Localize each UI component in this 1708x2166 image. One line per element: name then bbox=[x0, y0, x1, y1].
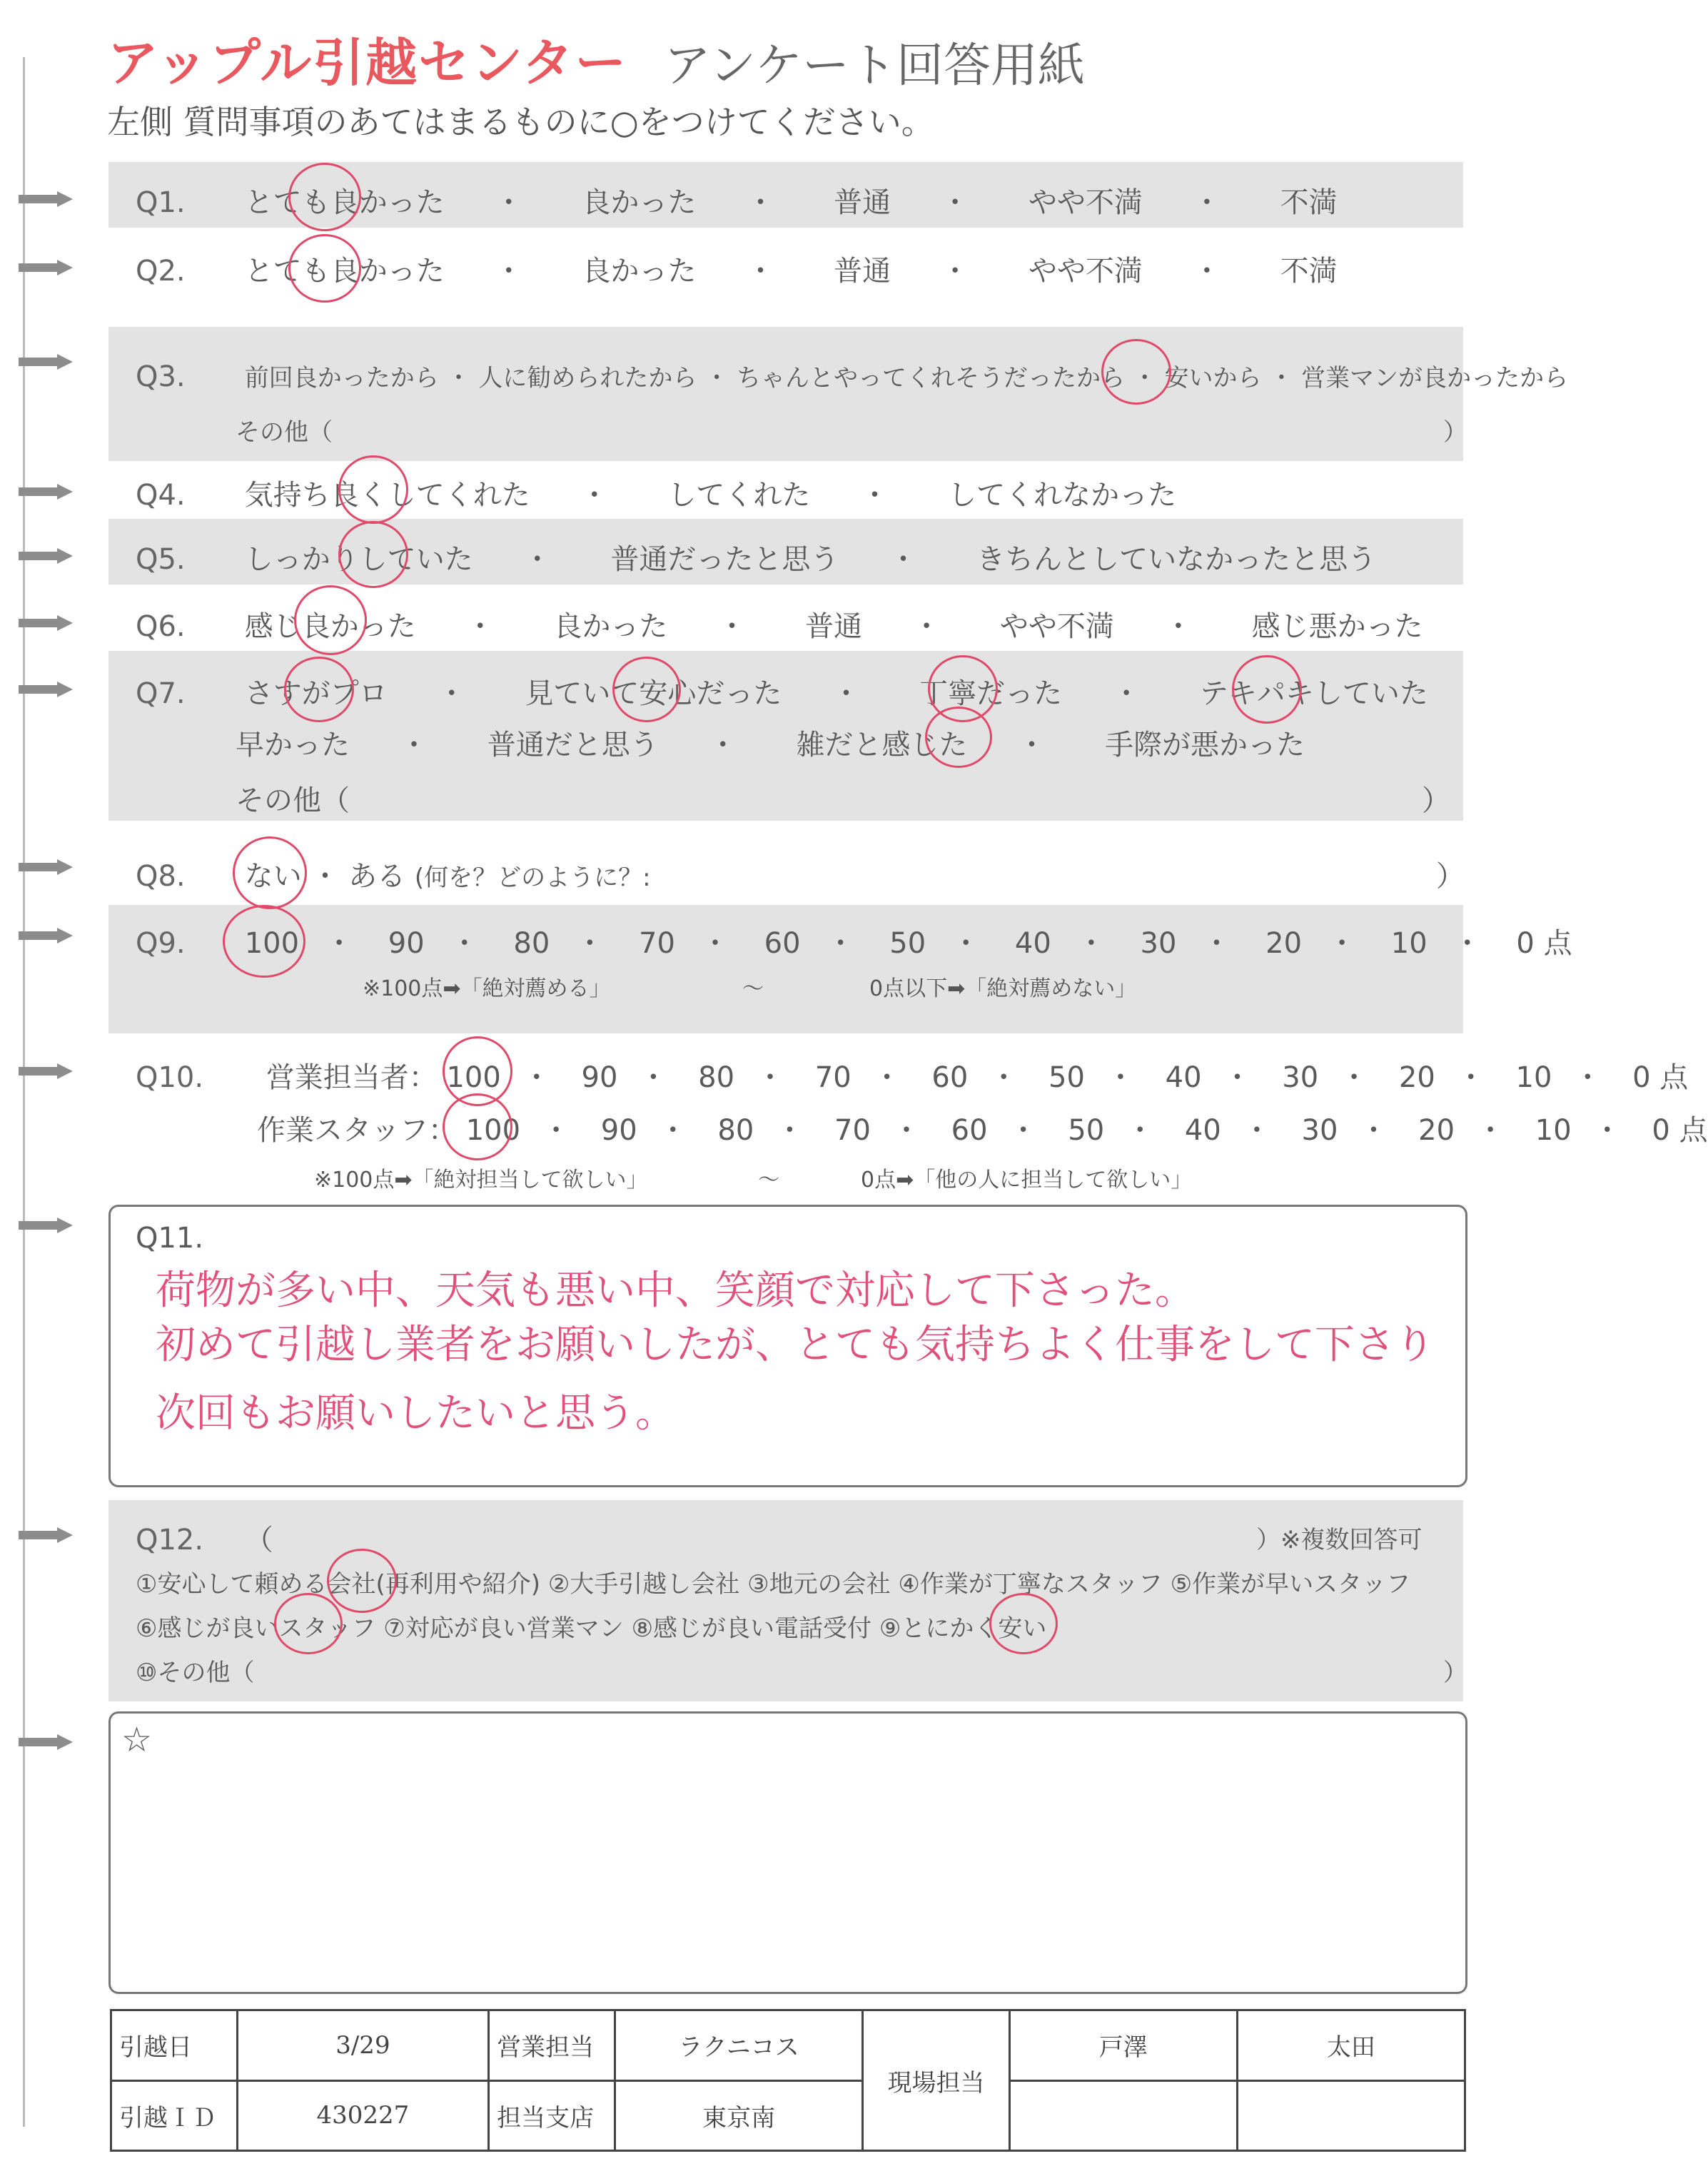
q10-score[interactable]: 90 bbox=[600, 1114, 637, 1147]
q9-score[interactable]: 70 bbox=[639, 927, 675, 960]
q5-option[interactable]: 普通だったと思う bbox=[610, 543, 839, 576]
q7-row: Q7. さすがプロ ・ 見ていて安心だった ・ 丁寧だった ・ テキパキしていた bbox=[136, 671, 1478, 712]
q7-option[interactable]: 手際が悪かった bbox=[1105, 729, 1305, 761]
page-subtitle: アンケート回答用紙 bbox=[664, 38, 1086, 93]
q1-option[interactable]: 普通 bbox=[834, 186, 891, 219]
q10-note-left: ※100点➡「絶対担当して欲しい」 bbox=[314, 1168, 648, 1193]
q12-multi-note: ）※複数回答可 bbox=[1256, 1526, 1423, 1554]
q1-option[interactable]: やや不満 bbox=[1028, 186, 1143, 219]
q6-option[interactable]: 感じ悪かった bbox=[1251, 610, 1423, 643]
site-staff-empty bbox=[1009, 2080, 1237, 2151]
q9-label: Q9. bbox=[136, 927, 186, 960]
q10-score[interactable]: 70 bbox=[834, 1114, 871, 1147]
q10-sales-label: 営業担当者： bbox=[266, 1061, 438, 1094]
q10-score[interactable]: 80 bbox=[698, 1061, 735, 1094]
q9-score[interactable]: 40 bbox=[1014, 927, 1051, 960]
answer-circle bbox=[274, 1593, 343, 1654]
site-label: 現場担当 bbox=[863, 2010, 1009, 2151]
q6-option[interactable]: 普通 bbox=[805, 610, 863, 643]
q1-row: Q1. とても良かった ・ 良かった ・ 普通 ・ やや不満 ・ 不満 bbox=[136, 180, 1388, 221]
arrow-q4-icon bbox=[19, 484, 74, 500]
q4-option[interactable]: してくれた bbox=[667, 479, 811, 512]
q6-option[interactable]: 感じ良かった bbox=[244, 610, 416, 643]
q2-option[interactable]: やや不満 bbox=[1028, 255, 1143, 288]
q3-row bbox=[136, 358, 1568, 393]
answer-circle bbox=[294, 585, 367, 655]
move-date-label: 引越日 bbox=[111, 2010, 238, 2081]
q4-label: Q4. bbox=[136, 479, 186, 512]
q10-label: Q10. bbox=[136, 1061, 204, 1094]
q7-option[interactable]: 早かった bbox=[236, 729, 350, 761]
move-date-value: 3/29 bbox=[237, 2010, 488, 2081]
q12-options-line2[interactable]: ⑥感じが良いスタッフ ⑦対応が良い営業マン ⑧感じが良い電話受付 ⑨とにかく安い bbox=[136, 1614, 1047, 1643]
answer-circle bbox=[1101, 339, 1171, 405]
q9-note-right: 0点以下➡「絶対薦めない」 bbox=[869, 976, 1137, 1001]
sales-label: 営業担当 bbox=[489, 2010, 615, 2081]
q8-row: Q8. ない ・ ある (何を？どのように？: bbox=[136, 860, 651, 893]
q10-score[interactable]: 40 bbox=[1184, 1114, 1221, 1147]
q10-score[interactable]: 30 bbox=[1282, 1061, 1319, 1094]
page-title: アップル引越センター bbox=[107, 33, 628, 93]
q12-other[interactable]: ⑩その他（ bbox=[136, 1659, 255, 1687]
q8-option-no[interactable]: ない bbox=[244, 860, 302, 893]
q12-options-line1[interactable]: ①安心して頼める会社(再利用や紹介) ②大手引越し会社 ③地元の会社 ④作業が丁寧なスタッフ ⑤作業が早いスタッフ bbox=[136, 1570, 1411, 1599]
q10-score[interactable]: 90 bbox=[581, 1061, 618, 1094]
q7-option[interactable]: 雑だと感じた bbox=[796, 729, 968, 761]
q9-score[interactable]: 60 bbox=[764, 927, 801, 960]
q10-score[interactable]: 70 bbox=[814, 1061, 852, 1094]
answer-circle bbox=[233, 836, 307, 909]
q2-label: Q2. bbox=[136, 255, 186, 288]
q10-score[interactable]: 0 点 bbox=[1632, 1061, 1689, 1094]
q9-score[interactable]: 50 bbox=[889, 927, 926, 960]
site-staff-1: 戸澤 bbox=[1009, 2010, 1237, 2081]
q10-score[interactable]: 40 bbox=[1165, 1061, 1202, 1094]
answer-circle bbox=[1232, 655, 1302, 724]
q7-option[interactable]: 普通だと思う bbox=[487, 729, 659, 761]
q12-label: Q12. bbox=[136, 1524, 204, 1557]
site-staff-2: 太田 bbox=[1237, 2010, 1465, 2081]
arrow-star-icon bbox=[19, 1734, 74, 1750]
q4-option[interactable]: してくれなかった bbox=[948, 479, 1177, 512]
q10-score[interactable]: 60 bbox=[951, 1114, 988, 1147]
q10-score[interactable]: 0 点 bbox=[1652, 1114, 1708, 1147]
q12-open: （ bbox=[244, 1524, 273, 1557]
q7-other-close: ） bbox=[1422, 784, 1450, 817]
q9-score[interactable]: 10 bbox=[1390, 927, 1427, 960]
star-icon: ☆ bbox=[121, 1720, 153, 1760]
move-id-value: 430227 bbox=[237, 2080, 488, 2151]
arrow-q5-icon bbox=[19, 548, 74, 564]
q11-answer-line: 初めて引越し業者をお願いしたが、とても気持ちよく仕事をして下さり bbox=[156, 1322, 1435, 1368]
q3-other[interactable]: その他（ bbox=[236, 418, 333, 447]
q5-label: Q5. bbox=[136, 543, 186, 576]
answer-circle bbox=[288, 234, 361, 303]
arrow-q9-icon bbox=[19, 928, 74, 943]
q10-row-sales: Q10. 営業担当者： 100 ・ 90 ・ 80 ・ 70 ・ 60 ・ 50 ・ 40 ・ 30 ・ 20 ・ 10 ・ 0 点 bbox=[136, 1061, 1689, 1094]
answer-circle bbox=[989, 1593, 1058, 1654]
arrow-q1-icon bbox=[19, 191, 74, 207]
q10-score[interactable]: 20 bbox=[1398, 1061, 1435, 1094]
answer-circle bbox=[612, 657, 681, 722]
q2-option[interactable]: 良かった bbox=[582, 255, 697, 288]
q1-option[interactable]: 良かった bbox=[582, 186, 697, 219]
q3-other-close: ） bbox=[1443, 418, 1467, 447]
q10-score[interactable]: 80 bbox=[717, 1114, 754, 1147]
q8-label: Q8. bbox=[136, 860, 186, 893]
q4-option[interactable]: 気持ち良くしてくれた bbox=[244, 479, 530, 512]
q5-row: Q5. しっかりしていた ・ 普通だったと思う ・ きちんとしていなかったと思う bbox=[136, 537, 1426, 577]
sales-value: ラクニコス bbox=[615, 2010, 863, 2081]
answer-circle bbox=[327, 1549, 397, 1613]
q10-score[interactable]: 20 bbox=[1418, 1114, 1455, 1147]
q6-label: Q6. bbox=[136, 610, 186, 643]
q7-row-2: 早かった ・ 普通だと思う ・ 雑だと感じた ・ 手際が悪かった bbox=[236, 722, 1355, 763]
q7-option[interactable]: テキパキしていた bbox=[1199, 677, 1428, 710]
answer-circle bbox=[443, 1093, 512, 1160]
q7-option[interactable]: 見ていて安心だった bbox=[525, 677, 782, 710]
arrow-q8-icon bbox=[19, 859, 74, 875]
q11-answer-line: 次回もお願いしたいと思う。 bbox=[156, 1390, 675, 1437]
q11-answer-line: 荷物が多い中、天気も悪い中、笑顔で対応して下さった。 bbox=[156, 1267, 1195, 1314]
q12-other-close: ） bbox=[1443, 1659, 1467, 1687]
q10-staff-label: 作業スタッフ： bbox=[257, 1114, 457, 1147]
q9-score[interactable]: 100 bbox=[244, 927, 300, 960]
q2-option[interactable]: 普通 bbox=[834, 255, 891, 288]
site-staff-empty bbox=[1237, 2080, 1465, 2151]
q6-option[interactable]: 良かった bbox=[553, 610, 668, 643]
answer-circle bbox=[223, 905, 305, 978]
q10-row-staff: 作業スタッフ： 100 ・ 90 ・ 80 ・ 70 ・ 60 ・ 50 ・ 40 ・ 30 ・ 20 ・ 10 ・ 0 点 bbox=[257, 1114, 1708, 1147]
arrow-q3-icon bbox=[19, 354, 74, 370]
q12-row bbox=[136, 1517, 273, 1558]
q8-close: ） bbox=[1436, 860, 1465, 893]
q10-score[interactable]: 10 bbox=[1535, 1114, 1572, 1147]
answer-circle bbox=[288, 163, 361, 231]
branch-value: 東京南 bbox=[615, 2080, 863, 2151]
q5-option[interactable]: しっかりしていた bbox=[244, 543, 473, 576]
q3-label: Q3. bbox=[136, 360, 186, 393]
q9-score[interactable]: 80 bbox=[513, 927, 550, 960]
q7-option[interactable]: さすがプロ bbox=[244, 677, 388, 710]
q8-option-yes[interactable]: ある bbox=[348, 860, 406, 893]
q10-note-right: 0点➡「他の人に担当して欲しい」 bbox=[861, 1168, 1193, 1193]
q2-option[interactable]: 不満 bbox=[1280, 255, 1338, 288]
q6-row: Q6. 感じ良かった ・ 良かった ・ 普通 ・ やや不満 ・ 感じ悪かった bbox=[136, 604, 1473, 644]
q1-option[interactable]: 不満 bbox=[1280, 186, 1338, 219]
q7-other[interactable]: その他（ bbox=[236, 784, 350, 817]
q9-score[interactable]: 0 点 bbox=[1516, 927, 1572, 960]
arrow-q10-icon bbox=[19, 1063, 74, 1079]
q1-label: Q1. bbox=[136, 186, 186, 219]
q8-note: (何を？どのように？: bbox=[414, 864, 651, 892]
q2-option[interactable]: とても良かった bbox=[244, 255, 445, 288]
q11-label: Q11. bbox=[136, 1222, 204, 1255]
q7-option[interactable]: 丁寧だった bbox=[919, 677, 1063, 710]
q9-score[interactable]: 20 bbox=[1265, 927, 1303, 960]
q10-score[interactable]: 10 bbox=[1515, 1061, 1552, 1094]
answer-circle bbox=[284, 657, 354, 722]
q9-tilde: ～ bbox=[742, 976, 764, 1001]
q9-row: Q9. 100 ・ 90 ・ 80 ・ 70 ・ 60 ・ 50 ・ 40 ・ 30 ・ 20 ・ 10 ・ 0 点 bbox=[136, 927, 1572, 960]
q9-score[interactable]: 90 bbox=[388, 927, 425, 960]
q1-option[interactable]: とても良かった bbox=[244, 186, 445, 219]
q10-score[interactable]: 100 bbox=[446, 1061, 501, 1094]
answer-circle bbox=[338, 455, 408, 524]
arrow-q7-icon bbox=[19, 682, 74, 697]
answer-circle bbox=[925, 707, 992, 768]
arrow-q2-icon bbox=[19, 260, 74, 275]
arrow-q12-icon bbox=[19, 1527, 74, 1543]
footer-table bbox=[110, 2009, 1466, 2152]
q7-label: Q7. bbox=[136, 677, 186, 710]
answer-circle bbox=[338, 521, 408, 588]
q10-score[interactable]: 60 bbox=[931, 1061, 969, 1094]
free-comment-box[interactable] bbox=[108, 1711, 1467, 1994]
q9-score[interactable]: 30 bbox=[1140, 927, 1177, 960]
arrow-q6-icon bbox=[19, 615, 74, 631]
arrow-q11-icon bbox=[19, 1218, 74, 1233]
q6-option[interactable]: やや不満 bbox=[999, 610, 1114, 643]
q2-row: Q2. とても良かった ・ 良かった ・ 普通 ・ やや不満 ・ 不満 bbox=[136, 248, 1388, 289]
move-id-label: 引越ＩＤ bbox=[111, 2080, 238, 2151]
q10-tilde: ～ bbox=[758, 1168, 779, 1193]
q5-option[interactable]: きちんとしていなかったと思う bbox=[976, 543, 1377, 576]
q10-score[interactable]: 50 bbox=[1048, 1061, 1085, 1094]
q4-row: Q4. 気持ち良くしてくれた ・ してくれた ・ してくれなかった bbox=[136, 472, 1226, 513]
q3-options[interactable]: 前回良かったから ・ 人に勧められたから ・ ちゃんとやってくれそうだったから ・ 安いから ・ 営業マンが良かったから bbox=[244, 364, 1569, 393]
q10-score[interactable]: 30 bbox=[1301, 1114, 1338, 1147]
branch-label: 担当支店 bbox=[489, 2080, 615, 2151]
instruction-text: 左側 質問事項のあてはまるものに○をつけてください。 bbox=[107, 103, 934, 141]
q9-note-left: ※100点➡「絶対薦める」 bbox=[363, 976, 611, 1001]
q10-score[interactable]: 50 bbox=[1068, 1114, 1105, 1147]
q10-score[interactable]: 100 bbox=[465, 1114, 521, 1147]
